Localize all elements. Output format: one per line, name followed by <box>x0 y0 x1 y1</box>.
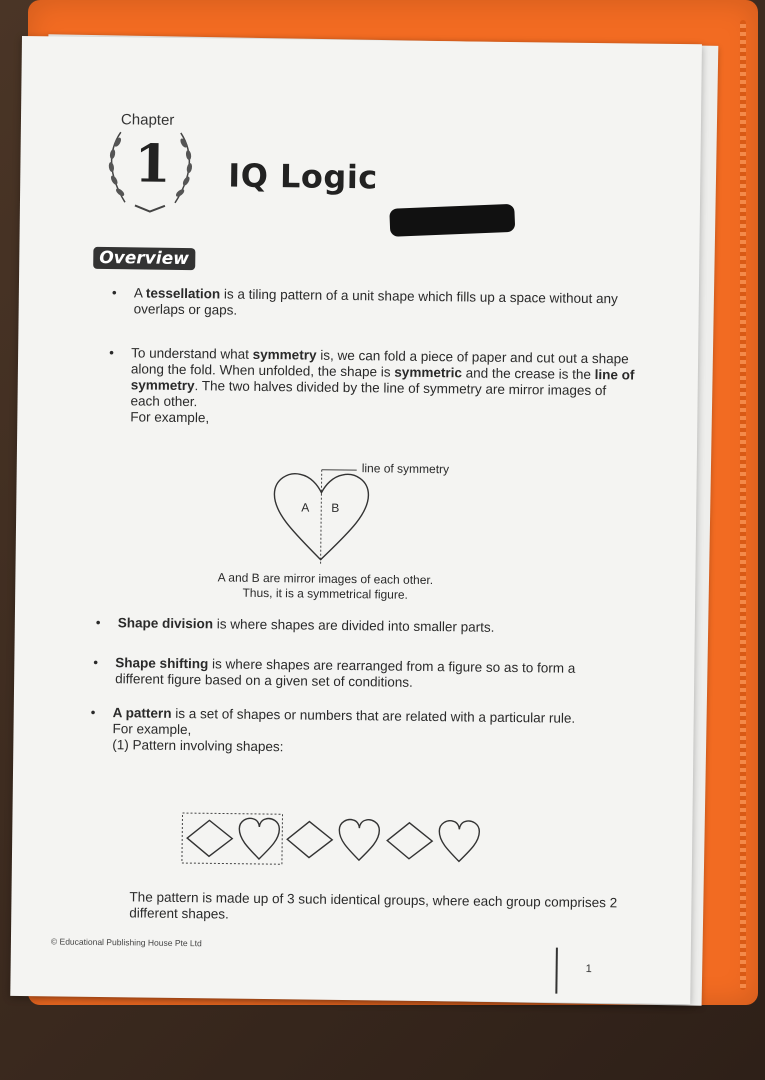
bullet-tessellation <box>111 285 634 323</box>
chapter-label: Chapter <box>120 111 175 129</box>
text-run: is where shapes are rearranged from a figure so as to form a different figure based on a given set of conditions. <box>115 656 576 690</box>
half-a-label: A <box>301 500 310 515</box>
line-of-symmetry-label: line of symmetry <box>361 461 450 477</box>
copyright-footer: © Educational Publishing House Pte Ltd <box>50 936 202 949</box>
folder-zipper <box>740 20 746 990</box>
text-run: A <box>133 285 146 301</box>
text-run: To understand what <box>131 345 253 362</box>
bullet-dot: • <box>93 654 99 670</box>
caption-line-2: Thus, it is a symmetrical figure. <box>242 585 408 602</box>
bold-term: symmetry <box>252 346 317 363</box>
bullet-text <box>118 615 628 637</box>
diamond-icon <box>287 821 332 858</box>
shape-pattern-figure <box>177 808 498 882</box>
bold-term: Shape shifting <box>115 655 209 672</box>
diamond-icon <box>387 823 432 860</box>
chapter-badge <box>90 107 211 218</box>
bold-term: A pattern <box>112 705 172 721</box>
bullet-symmetry <box>109 345 636 431</box>
bullet-shape-division <box>95 614 628 637</box>
bold-term: symmetric <box>394 364 462 381</box>
text-run: is where shapes are divided into smaller parts. <box>213 616 495 635</box>
text-run: . The two halves divided by the line of symmetry are mirror images of each other. <box>130 378 607 410</box>
heart-icon <box>239 818 279 859</box>
text-run: is a set of shapes or numbers that are related with a particular rule. <box>171 705 576 726</box>
bullet-followup: For example, <box>112 721 192 738</box>
footer-divider <box>555 948 558 994</box>
diamond-icon <box>187 820 232 857</box>
page-title: IQ Logic <box>228 156 379 197</box>
pattern-shapes <box>177 808 498 882</box>
bullet-dot: • <box>95 614 101 631</box>
bullet-dot: • <box>90 704 96 720</box>
bullet-text <box>134 285 634 323</box>
bullet-dot: • <box>109 345 114 361</box>
bullet-shape-shifting <box>93 654 625 693</box>
half-b-label: B <box>331 500 340 515</box>
caption-line-1: A and B are mirror images of each other. <box>217 570 434 588</box>
heart-icon <box>439 821 479 862</box>
bullet-dot: • <box>111 285 117 301</box>
bold-term: tessellation <box>145 285 221 302</box>
pattern-note: The pattern is made up of 3 such identical groups, where each group comprises 2 different shapes. <box>129 889 618 922</box>
redaction-mark <box>389 204 515 237</box>
text-run: is a tiling pattern of a unit shape which fills up a space without any overlaps or gaps. <box>133 286 618 318</box>
bold-term: line of symmetry <box>130 367 635 394</box>
heart-icon <box>195 463 496 577</box>
bullet-sub: (1) Pattern involving shapes: <box>112 737 284 755</box>
bullet-text <box>130 345 636 415</box>
page-number: 1 <box>585 962 592 976</box>
overview-heading: Overview <box>93 247 195 270</box>
bold-term: Shape division <box>117 615 214 632</box>
bullet-followup: For example, <box>130 409 210 426</box>
text-run: is, we can fold a piece of paper and cut out a shape along the fold. When unfolded, the shape is <box>130 347 629 380</box>
bullet-text <box>115 655 625 693</box>
bullet-pattern <box>90 704 623 759</box>
heart-caption <box>195 570 455 603</box>
chapter-number: 1 <box>134 133 172 195</box>
worksheet-page <box>10 36 702 1004</box>
text-run: and the crease is the <box>461 365 595 383</box>
heart-icon <box>339 819 379 860</box>
